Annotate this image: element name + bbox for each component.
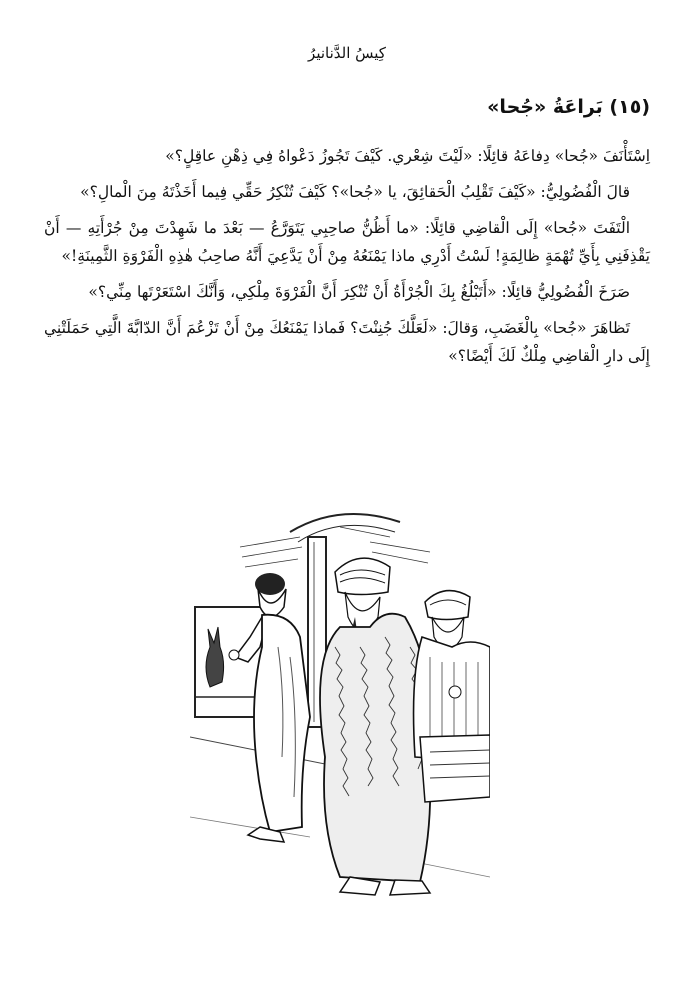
paragraph-5: تَظاهَرَ «جُحا» بِالْغَضَبِ، وَقالَ: «لَعَلَّكَ جُنِنْتَ؟ فَماذا يَمْنَعُكَ مِنْ أَنْ تَزْعُمَ أَنَّ الدّابَّةَ الَّتِي حَمَلَتْنِي إِلَى دارِ الْقاضِي مِلْكٌ لَكَ أَيْضًا؟» <box>44 319 650 365</box>
body-text <box>44 142 650 378</box>
illustration-drawing <box>190 497 490 907</box>
chapter-title: (١٥) بَراعَةُ «جُحا» <box>487 96 650 118</box>
paragraph-1: اِسْتَأْنَفَ «جُحا» دِفاعَهُ قائِلًا: «لَيْتَ شِعْري. كَيْفَ تَجُوزُ دَعْواهُ فِي ذِهْنِ عاقِلٍ؟» <box>165 147 650 165</box>
paragraph-4: صَرَخَ الْفُضُولِيُّ قائِلًا: «أَتَبْلُغُ بِكَ الْجُرْأَةُ أَنْ تُنْكِرَ أَنَّ الْفَرْوَةَ مِلْكِي، وَأَنَّكَ اسْتَعَرْتَها مِنِّي؟» <box>88 283 630 301</box>
illustration <box>190 497 490 907</box>
paragraph-3: الْتَفَتَ «جُحا» إِلَى الْقاضِي قائِلًا: «ما أَظُنُّ صاحِبِي يَتَوَرَّعُ — بَعْدَ ما شَهِدْتَ مِنْ جُرْأَتِهِ — أَنْ يَقْذِفَنِي بِأَيِّ تُهْمَةٍ ظالِمَةٍ! لَسْتُ أَدْرِي ماذا يَمْنَعُهُ مِنْ أَنْ يَدَّعِيَ أَنَّهُ صاحِبُ هٰذِهِ الْفَرْوَةِ الثَّمِينَةِ!» <box>44 219 650 265</box>
paragraph-2: قالَ الْفُضُولِيُّ: «كَيْفَ تَقْلِبُ الْحَقائِقَ، يا «جُحا»؟ كَيْفَ تُنْكِرُ حَقِّي فِيما أَخَذْتَهُ مِنَ الْمالِ؟» <box>80 183 630 201</box>
running-header: كِيسُ الدَّنانيرُ <box>308 44 386 62</box>
